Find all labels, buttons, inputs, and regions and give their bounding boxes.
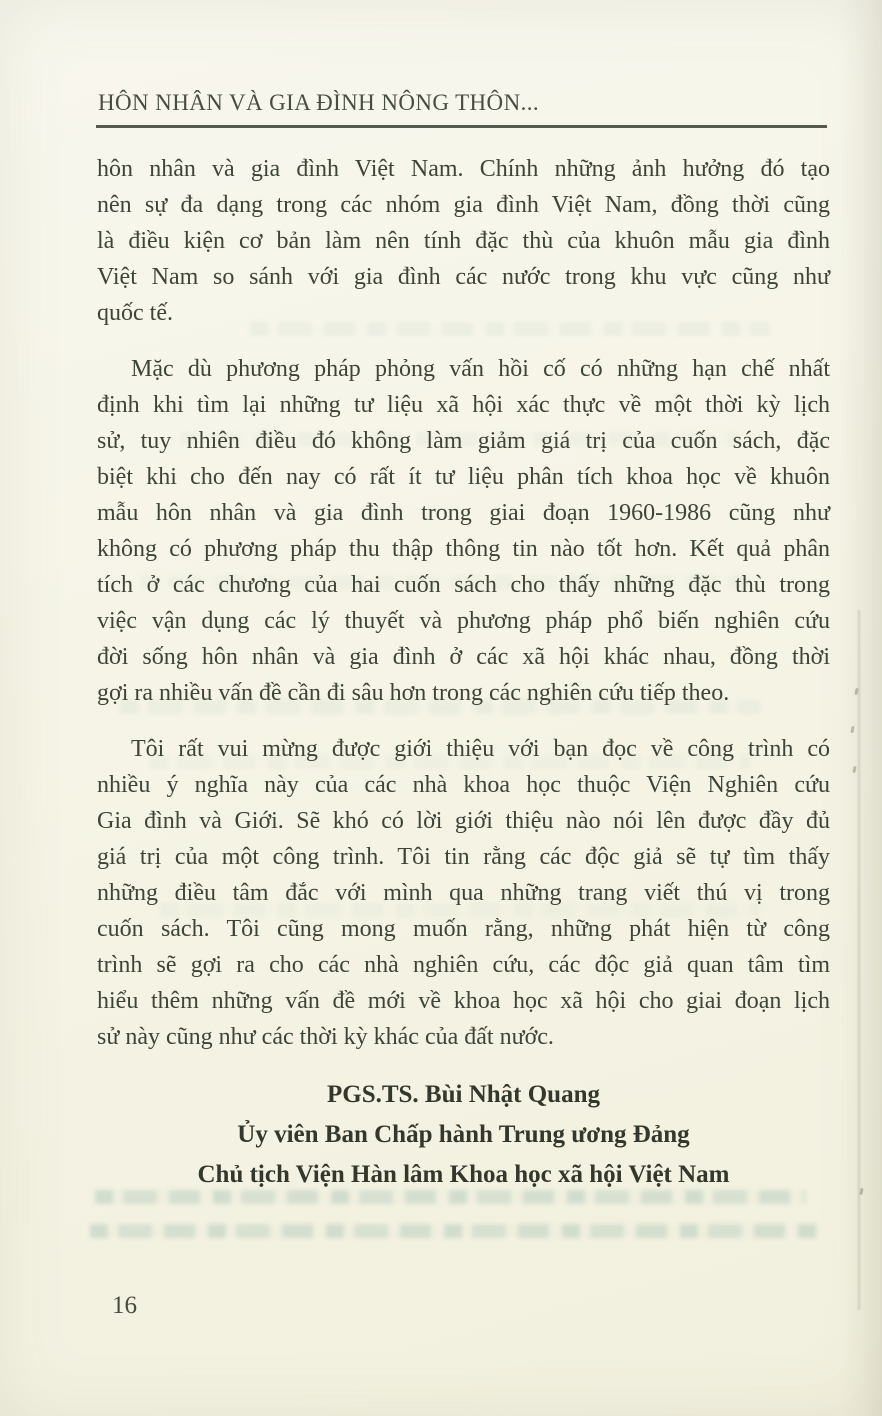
text-line: mẫu hôn nhân và gia đình trong giai đoạn 1960-1986 cũng như: [97, 500, 830, 526]
bleedthrough-line: [90, 1224, 820, 1238]
header-rule: [96, 125, 827, 128]
paragraph: [97, 151, 830, 331]
text-line: giá trị của một công trình. Tôi tin rằng các độc giả sẽ tự tìm thấy: [97, 844, 830, 870]
text-line: Việt Nam so sánh với gia đình các nước trong khu vực cũng như: [97, 264, 830, 290]
signature-name: PGS.TS. Bùi Nhật Quang: [326, 1081, 600, 1108]
paragraph: [97, 731, 830, 1055]
text-line: không có phương pháp thu thập thông tin nào tốt hơn. Kết quả phân: [97, 536, 830, 562]
text-line: những điều tâm đắc với mình qua những trang viết thú vị trong: [97, 880, 830, 906]
text-line: là điều kiện cơ bản làm nên tính đặc thù của khuôn mẫu gia đình: [97, 228, 830, 254]
text-line: tích ở các chương của hai cuốn sách cho thấy những đặc thù trong: [97, 572, 830, 598]
text-line: hôn nhân và gia đình Việt Nam. Chính những ảnh hưởng đó tạo: [97, 156, 830, 182]
paragraph: [97, 351, 830, 711]
text-line: việc vận dụng các lý thuyết và phương pháp phổ biến nghiên cứu: [97, 608, 830, 634]
page-curve-shadow: [840, 0, 882, 1416]
text-line: hiểu thêm những vấn đề mới về khoa học xã hội cho giai đoạn lịch: [97, 988, 830, 1014]
page-edge-seam: [858, 610, 860, 1310]
text-line: Tôi rất vui mừng được giới thiệu với bạn đọc về công trình có: [131, 736, 830, 762]
text-line: định khi tìm lại những tư liệu xã hội xác thực về một thời kỳ lịch: [97, 392, 830, 418]
text-line: Gia đình và Giới. Sẽ khó có lời giới thiệu nào nói lên được đầy đủ: [97, 808, 830, 834]
signature-title-1: Ủy viên Ban Chấp hành Trung ương Đảng: [237, 1121, 690, 1148]
running-header: HÔN NHÂN VÀ GIA ĐÌNH NÔNG THÔN...: [98, 90, 540, 115]
text-line: sử, tuy nhiên điều đó không làm giảm giá trị của cuốn sách, đặc: [97, 428, 830, 454]
text-line: nhiều ý nghĩa này của các nhà khoa học thuộc Viện Nghiên cứu: [97, 772, 830, 798]
text-line: biệt khi cho đến nay có rất ít tư liệu phân tích khoa học về khuôn: [97, 464, 830, 490]
text-line: trình sẽ gợi ra cho các nhà nghiên cứu, các độc giả quan tâm tìm: [97, 952, 830, 978]
signature-title-2: Chủ tịch Viện Hàn lâm Khoa học xã hội Việt Nam: [197, 1161, 730, 1188]
text-line: gợi ra nhiều vấn đề cần đi sâu hơn trong các nghiên cứu tiếp theo.: [97, 680, 730, 706]
text-line: sử này cũng như các thời kỳ khác của đất nước.: [97, 1024, 554, 1050]
signature-block: [97, 1075, 830, 1195]
page-body: [97, 151, 830, 1195]
text-line: đời sống hôn nhân và gia đình ở các xã hội khác nhau, đồng thời: [97, 644, 830, 670]
page-number: 16: [112, 1292, 137, 1319]
text-line: nên sự đa dạng trong các nhóm gia đình Việt Nam, đồng thời cũng: [97, 192, 830, 218]
text-line: cuốn sách. Tôi cũng mong muốn rằng, những phát hiện từ công: [97, 916, 830, 942]
text-line: quốc tế.: [97, 300, 173, 326]
text-line: Mặc dù phương pháp phỏng vấn hồi cố có những hạn chế nhất: [131, 356, 830, 382]
